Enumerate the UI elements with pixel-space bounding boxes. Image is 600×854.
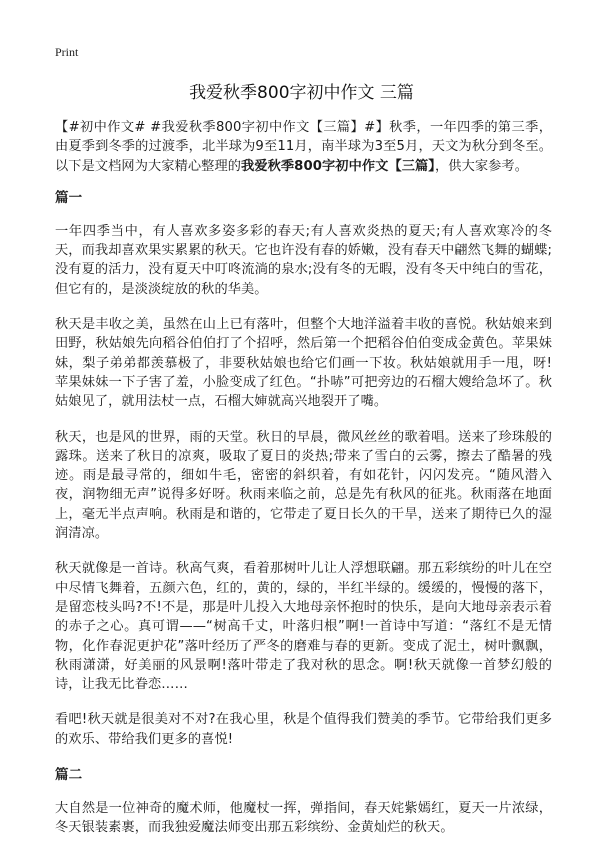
intro-text-part2: ，供大家参考。 — [435, 158, 529, 174]
print-link[interactable]: Print — [55, 45, 79, 59]
page-title: 我爱秋季800字初中作文 三篇 — [189, 83, 414, 103]
intro-text-part1: 【#初中作文# #我爱秋季800字初中作文【三篇】#】秋季，一年四季的第三季，由夏季到冬季的过渡季，北半球为9至11月，南半球为3至5月，天文为秋分到冬至。以下是文档网为大家精心整理的 — [55, 120, 552, 174]
section-1-paragraph-5: 看吧!秋天就是很美对不对?在我心里，秋是个值得我们赞美的季节。它带给我们更多的欢乐、带给我们更多的喜悦! — [55, 712, 552, 747]
section-heading-1: 篇一 — [55, 189, 83, 206]
section-1-paragraph-2: 秋天是丰收之美，虽然在山上已有落叶，但整个大地洋溢着丰收的喜悦。秋姑娘来到田野，秋姑娘先向稻谷伯伯打了个招呼，然后第一个把稻谷伯伯变成金黄色。苹果妹妹，梨子弟弟都羡慕极了，非要秋姑娘也给它们画一下妆。秋姑娘就用手一甩，呀!苹果妹妹一下子害了羞，小脸变成了红色。“扑哧”可把旁边的石榴大嫂给急坏了。秋姑娘见了，就用法杖一点，石榴大婶就高兴地裂开了嘴。 — [55, 317, 552, 410]
section-1-paragraph-3: 秋天，也是风的世界，雨的天堂。秋日的早晨，微风丝丝的歌着唱。送来了珍珠般的露珠。送来了秋日的凉爽，吸取了夏日的炎热;带来了雪白的云雾，擦去了酷暑的残迹。雨是最寻常的，细如牛毛，密密的斜织着，有如花针，闪闪发亮。“随风潜入夜，润物细无声”说得多好呀。秋雨来临之前，总是先有秋风的征兆。秋雨落在地面上，毫无半点声响。秋雨是和谐的，它带走了夏日长久的干旱，送来了期待已久的湿润清凉。 — [55, 429, 552, 542]
section-2-paragraph-1: 大自然是一位神奇的魔术师，他魔杖一挥，弹指间，春天姹紫嫣红，夏天一片浓绿，冬天银装素裹，而我独爱魔法师变出那五彩缤纷、金黄灿烂的秋天。 — [55, 801, 552, 836]
article-body — [55, 118, 552, 854]
intro-bold-title: 我爱秋季800字初中作文【三篇】 — [241, 158, 435, 174]
intro-paragraph — [55, 118, 552, 176]
section-1-paragraph-4: 秋天就像是一首诗。秋高气爽，看着那树叶儿让人浮想联翩。那五彩缤纷的叶儿在空中尽情飞舞着，五颜六色，红的，黄的，绿的，半红半绿的。缓缓的，慢慢的落下，是留恋枝头吗?不!不是，那是叶儿投入大地母亲怀抱时的快乐，是向大地母亲表示着的赤子之心。真可谓——“树高千丈，叶落归根”啊!一首诗中写道：“落红不是无情物，化作春泥更护花”落叶经历了严冬的磨难与春的更新。变成了泥土，树叶飘飘，秋雨潇潇，好美丽的风景啊!落叶带走了我对秋的思念。啊!秋天就像一首梦幻般的诗，让我无比眷恋…… — [55, 561, 552, 693]
section-heading-2: 篇二 — [55, 767, 83, 784]
section-1-paragraph-1: 一年四季当中，有人喜欢多姿多彩的春天;有人喜欢炎热的夏天;有人喜欢寒冷的冬天，而我却喜欢果实累累的秋天。它也许没有春的娇嫩，没有春天中翩然飞舞的蝴蝶;没有夏的活力，没有夏天中叮咚流淌的泉水;没有冬的无暇，没有冬天中纯白的雪花，但它有的，是淡淡绽放的秋的华美。 — [55, 223, 552, 297]
